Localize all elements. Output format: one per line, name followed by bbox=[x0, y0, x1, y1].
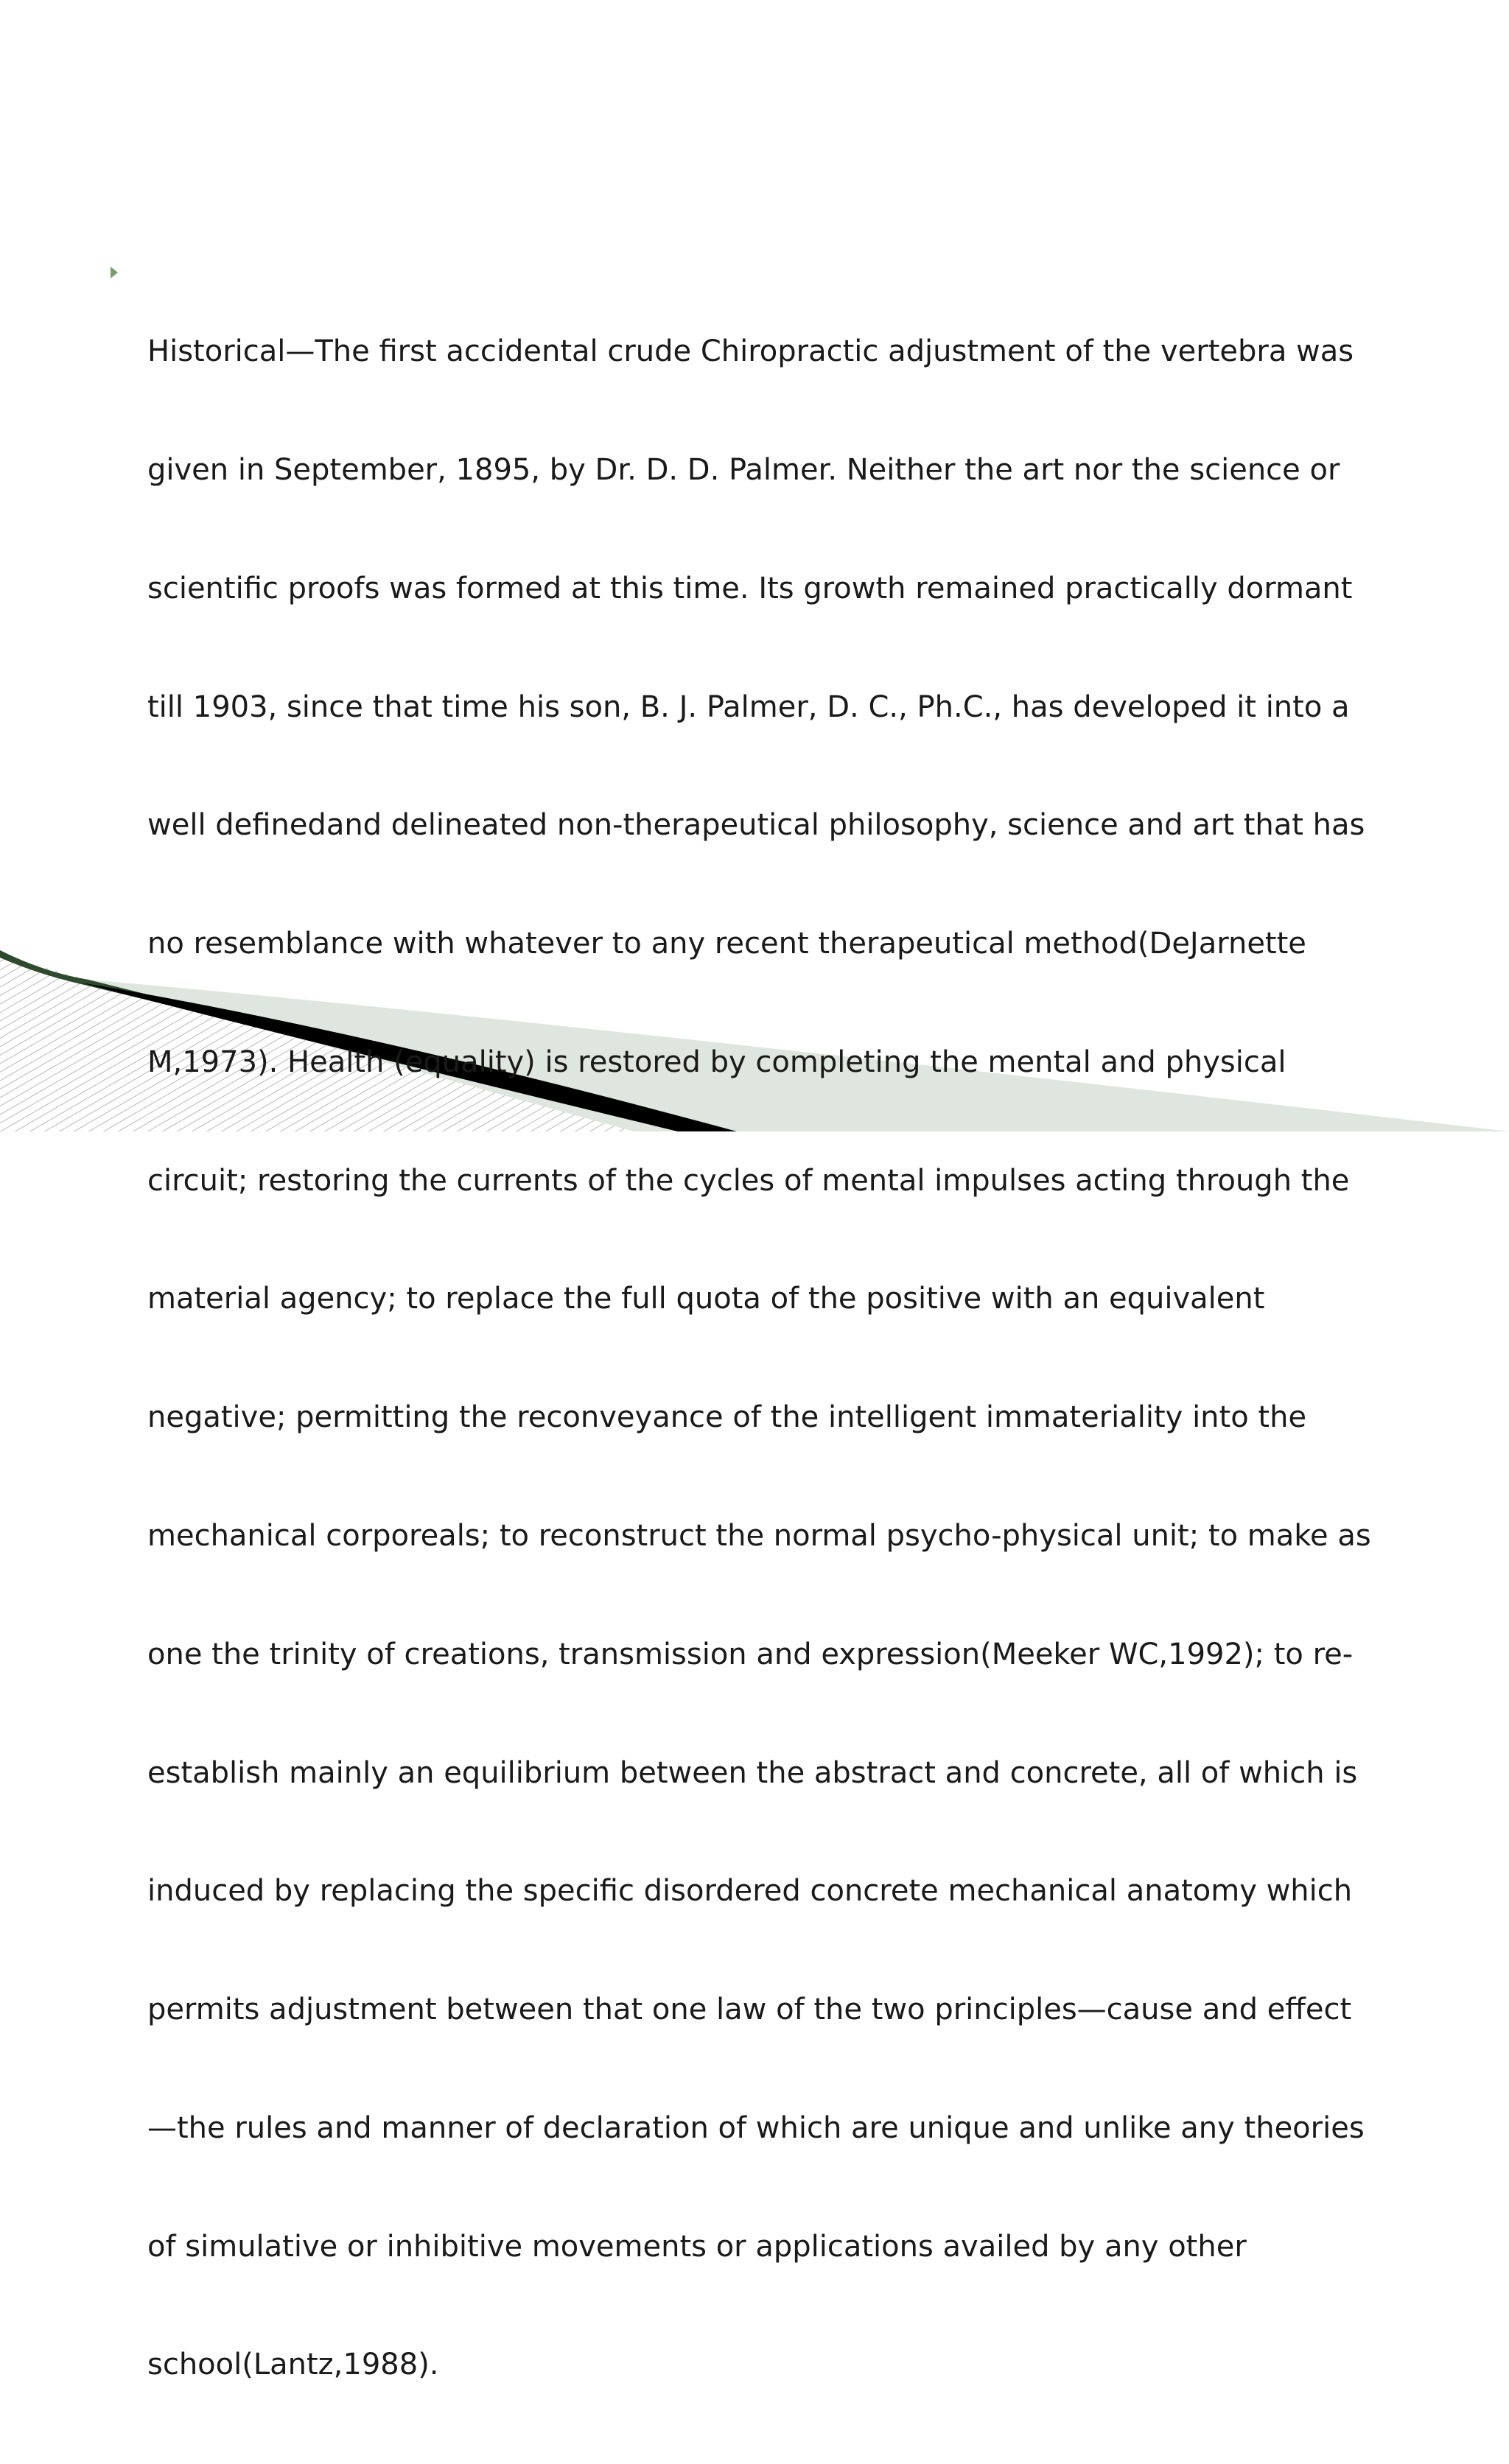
text-line: given in September, 1895, by Dr. D. D. Palmer. Neither the art nor the science or bbox=[147, 452, 1340, 487]
text-line: mechanical corporeals; to reconstruct the normal psycho-physical unit; to make as bbox=[147, 1519, 1371, 1553]
text-line: school(Lantz,1988). bbox=[147, 2348, 439, 2382]
text-line: one the trinity of creations, transmission and expression(Meeker WC,1992); to re- bbox=[147, 1637, 1354, 1671]
text-line: no resemblance with whatever to any recent therapeutical method(DeJarnette bbox=[147, 927, 1306, 961]
text-line: —the rules and manner of declaration of which are unique and unlike any theories bbox=[147, 2110, 1365, 2145]
text-line: Historical—The first accidental crude Chiropractic adjustment of the vertebra was bbox=[147, 334, 1354, 369]
text-line: permits adjustment between that one law of the two principles—cause and effect bbox=[147, 1993, 1352, 2027]
text-line: well definedand delineated non-therapeutical philosophy, science and art that has bbox=[147, 808, 1365, 843]
bullet-paragraph bbox=[147, 253, 1422, 2464]
text-line: M,1973). Health (equality) is restored by completing the mental and physical bbox=[147, 1045, 1286, 1079]
content-area bbox=[111, 253, 1422, 2464]
bullet-arrow-icon bbox=[111, 267, 118, 278]
text-line: till 1903, since that time his son, B. J. Palmer, D. C., Ph.C., has developed it into a bbox=[147, 689, 1350, 724]
text-line: establish mainly an equilibrium between the abstract and concrete, all of which is bbox=[147, 1755, 1358, 1790]
text-line: material agency; to replace the full quota of the positive with an equivalent bbox=[147, 1282, 1265, 1316]
text-line: of simulative or inhibitive movements or applications availed by any other bbox=[147, 2229, 1247, 2264]
text-line: scientific proofs was formed at this time. Its growth remained practically dormant bbox=[147, 571, 1353, 606]
text-line: circuit; restoring the currents of the cycles of mental impulses acting through the bbox=[147, 1163, 1350, 1198]
text-line: negative; permitting the reconveyance of the intelligent immateriality into the bbox=[147, 1400, 1307, 1435]
bullet-item bbox=[111, 253, 1422, 2464]
text-line: induced by replacing the specific disordered concrete mechanical anatomy which bbox=[147, 1874, 1353, 1909]
